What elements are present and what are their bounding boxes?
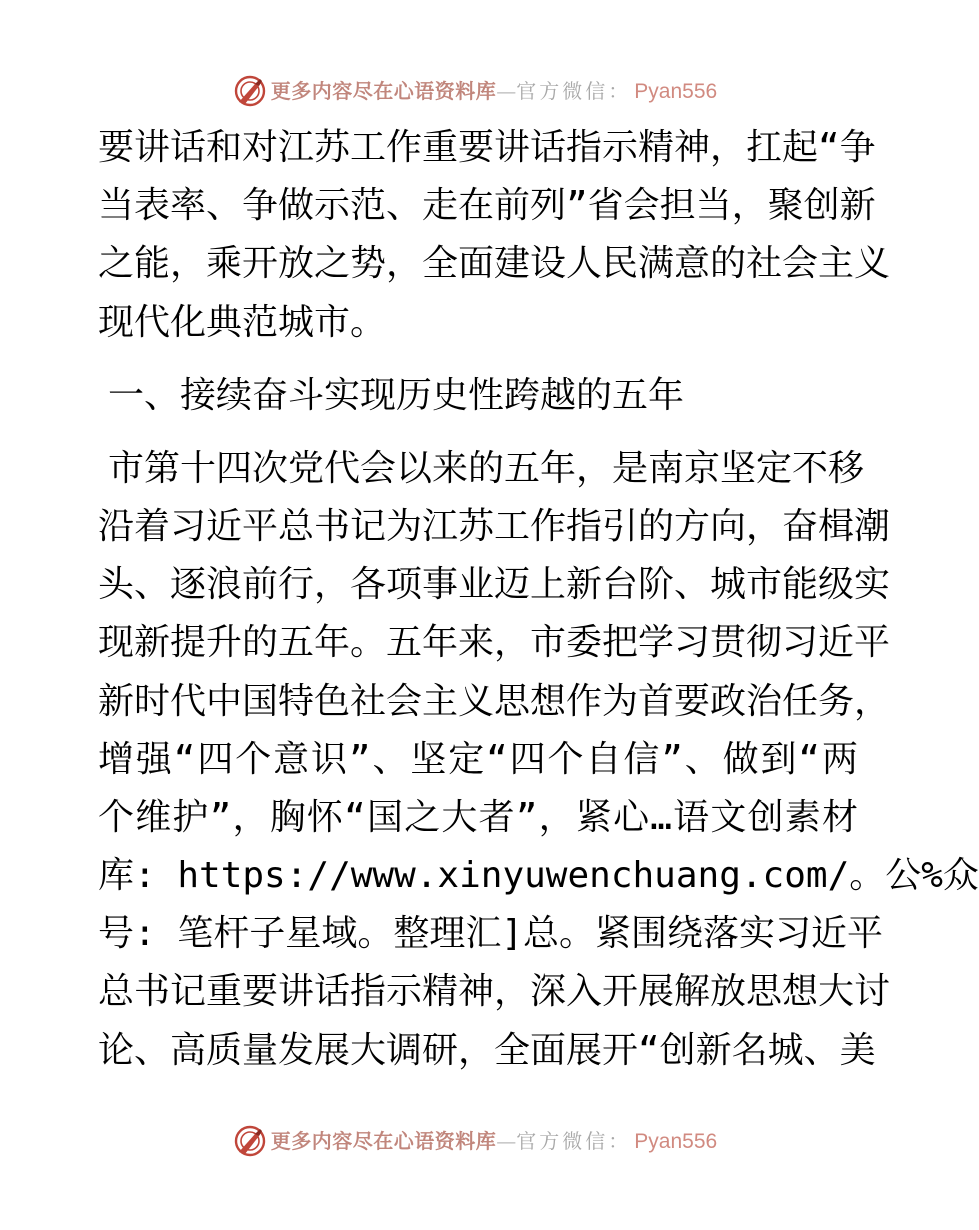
document-body [98, 119, 979, 1080]
header-watermark-label: 官方微信 [516, 79, 609, 103]
pen-seal-logo-icon [233, 1124, 267, 1158]
footer-watermark-text [271, 1131, 717, 1152]
footer-watermark-label: 官方微信 [516, 1129, 609, 1153]
header-watermark-wechat-id: Pyan556 [634, 79, 718, 103]
paragraph-line: 库: https://www.xinyuwenchuang.com/。公%众 [98, 855, 979, 897]
paragraph-line: 号: 笔杆子星域。整理汇]总。紧围绕落实习近平 [98, 913, 884, 955]
footer-watermark-dash: — [496, 1129, 517, 1153]
paragraph-line: 现新提升的五年。五年来，市委把学习贯彻习近平 [98, 622, 891, 664]
footer-watermark [0, 1121, 950, 1161]
header-watermark-dash: — [496, 79, 517, 103]
paragraph-line: 沿着习近平总书记为江苏工作指引的方向，奋楫潮 [98, 505, 891, 547]
header-watermark-separator: ： [608, 79, 629, 103]
paragraph-line: 头、逐浪前行，各项事业迈上新台阶、城市能级实 [98, 564, 891, 606]
footer-watermark-wechat-id: Pyan556 [634, 1129, 718, 1153]
header-watermark-text [271, 81, 717, 102]
header-watermark-main: 更多内容尽在心语资料库 [270, 79, 497, 103]
paragraph-line: 总书记重要讲话指示精神，深入开展解放思想大讨 [98, 971, 891, 1013]
paragraph-line: 增强“四个意识”、坚定“四个自信”、做到“两 [98, 738, 858, 780]
header-watermark [0, 71, 950, 111]
footer-watermark-separator: ： [608, 1129, 629, 1153]
footer-watermark-main: 更多内容尽在心语资料库 [270, 1129, 497, 1153]
paragraph-line: 论、高质量发展大调研，全面展开“创新名城、美 [98, 1029, 876, 1071]
section-heading: 一、接续奋斗实现历史性跨越的五年 [108, 374, 685, 416]
intro-line: 之能，乘开放之势，全面建设人民满意的社会主义 [98, 243, 891, 285]
intro-line: 现代化典范城市。 [98, 301, 387, 343]
intro-line: 当表率、争做示范、走在前列”省会担当，聚创新 [98, 185, 876, 227]
paragraph-line: 新时代中国特色社会主义思想作为首要政治任务， [98, 680, 891, 722]
pen-seal-logo-icon [233, 74, 267, 108]
intro-line: 要讲话和对江苏工作重要讲话指示精神，扛起“争 [98, 127, 876, 168]
paragraph-line: 个维护”，胸怀“国之大者”，紧心…语文创素材 [98, 796, 858, 838]
paragraph-line: 市第十四次党代会以来的五年，是南京坚定不移 [108, 447, 865, 489]
